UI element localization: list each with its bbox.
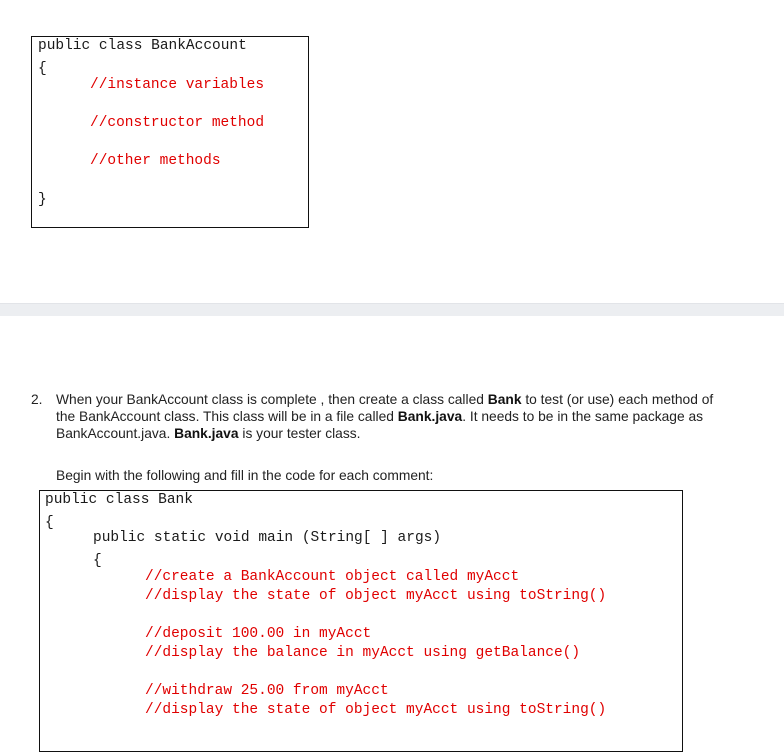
page-separator [0, 303, 784, 316]
question-line-1: When your BankAccount class is complete , then create a class called Bank to test (or use) each method of [56, 392, 714, 407]
question-line-3: BankAccount.java. Bank.java is your tester class. [56, 426, 361, 441]
comment-display-state-2: //display the state of object myAcct using toString() [145, 702, 607, 718]
main-open-brace: { [93, 553, 102, 569]
bankaccount-open-brace: { [38, 61, 47, 77]
question-text [56, 391, 776, 442]
comment-create-object: //create a BankAccount object called myAcct [145, 569, 520, 585]
bankaccount-close-brace: } [38, 192, 47, 208]
bank-class-name: Bank [487, 392, 522, 407]
comment-display-balance: //display the balance in myAcct using getBalance() [145, 645, 581, 661]
question-line-2: the BankAccount class. This class will be in a file called Bank.java. It needs to be in the same package as [56, 409, 704, 424]
bank-file-name-2: Bank.java [174, 426, 239, 441]
comment-instance-variables: //instance variables [90, 77, 265, 93]
comment-withdraw: //withdraw 25.00 from myAcct [145, 683, 389, 699]
comment-display-state-1: //display the state of object myAcct using toString() [145, 588, 607, 604]
bank-open-brace: { [45, 515, 54, 531]
bank-class-declaration: public class Bank [45, 492, 193, 508]
bankaccount-class-declaration: public class BankAccount [38, 38, 247, 54]
bank-file-name: Bank.java [397, 409, 463, 424]
main-method-signature: public static void main (String[ ] args) [93, 530, 442, 546]
comment-other-methods: //other methods [90, 153, 221, 169]
instruction-text: Begin with the following and fill in the code for each comment: [56, 468, 434, 483]
question-number: 2. [31, 392, 43, 407]
comment-deposit: //deposit 100.00 in myAcct [145, 626, 372, 642]
comment-constructor-method: //constructor method [90, 115, 265, 131]
